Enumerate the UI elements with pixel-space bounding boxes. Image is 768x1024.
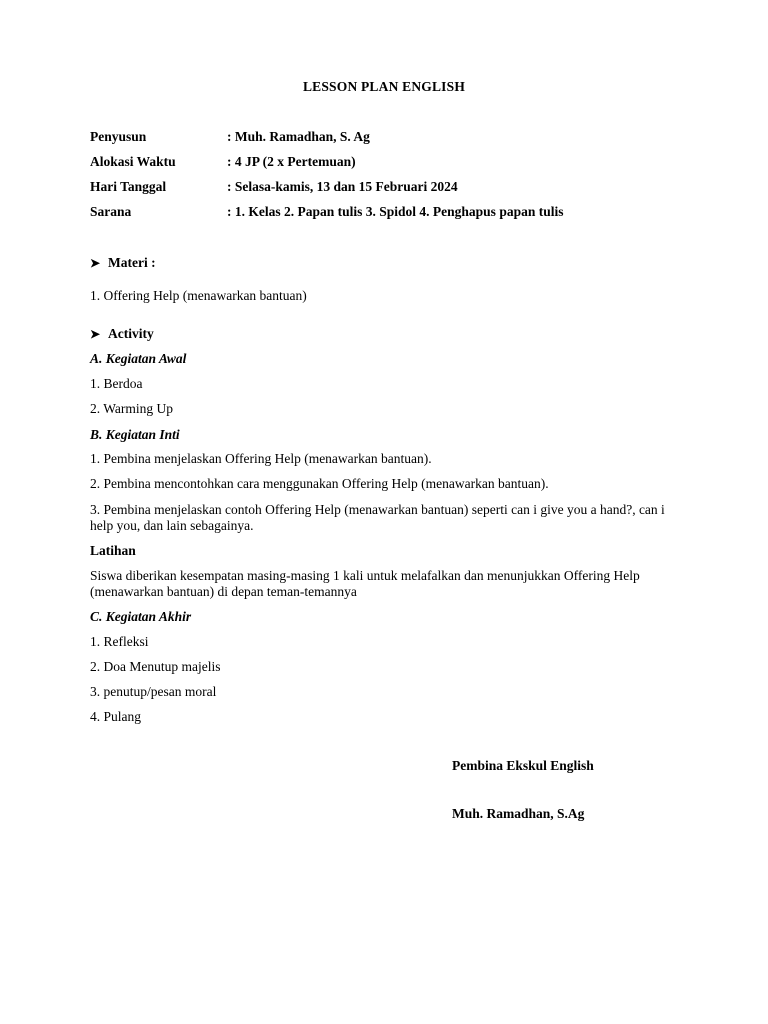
meta-row-alokasi-waktu xyxy=(90,153,356,171)
latihan-heading: Latihan xyxy=(90,543,136,558)
kegiatan-awal-heading: A. Kegiatan Awal xyxy=(90,351,187,366)
arrow-bullet-icon: ➤ xyxy=(90,256,101,270)
meta-row-sarana xyxy=(90,203,563,221)
meta-label: Sarana xyxy=(90,204,132,219)
meta-value: : 4 JP (2 x Pertemuan) xyxy=(227,154,356,169)
arrow-bullet-icon: ➤ xyxy=(90,327,101,341)
meta-label: Hari Tanggal xyxy=(90,179,167,194)
list-item: 1. Refleksi xyxy=(90,634,149,649)
meta-row-penyusun xyxy=(90,128,370,146)
kegiatan-inti-heading: B. Kegiatan Inti xyxy=(90,427,180,442)
list-item: 3. Pembina menjelaskan contoh Offering Help (menawarkan bantuan) seperti can i give you a hand?, can i help you, dan lain sebagainya. xyxy=(90,502,665,533)
meta-label: Penyusun xyxy=(90,129,147,144)
meta-row-hari-tanggal xyxy=(90,178,458,196)
kegiatan-akhir-heading: C. Kegiatan Akhir xyxy=(90,609,192,624)
list-item: 2. Doa Menutup majelis xyxy=(90,659,221,674)
signature-name: Muh. Ramadhan, S.Ag xyxy=(452,806,585,821)
meta-value: : Selasa-kamis, 13 dan 15 Februari 2024 xyxy=(227,179,458,194)
list-item: 2. Pembina mencontohkan cara menggunakan Offering Help (menawarkan bantuan). xyxy=(90,476,549,491)
meta-value: : 1. Kelas 2. Papan tulis 3. Spidol 4. Penghapus papan tulis xyxy=(227,204,564,219)
list-item: 1. Pembina menjelaskan Offering Help (menawarkan bantuan). xyxy=(90,451,432,466)
list-item: 2. Warming Up xyxy=(90,401,174,416)
latihan-text: Siswa diberikan kesempatan masing-masing 1 kali untuk melafalkan dan menunjukkan Offering Help (menawarkan bantuan) di depan teman-temannya xyxy=(90,568,640,599)
activity-heading-label: Activity xyxy=(108,326,154,341)
list-item: 4. Pulang xyxy=(90,709,142,724)
signature-role: Pembina Ekskul English xyxy=(452,758,594,773)
list-item: 1. Berdoa xyxy=(90,376,143,391)
activity-heading xyxy=(90,326,154,342)
meta-label: Alokasi Waktu xyxy=(90,154,176,169)
meta-value: : Muh. Ramadhan, S. Ag xyxy=(227,129,370,144)
materi-item: 1. Offering Help (menawarkan bantuan) xyxy=(90,288,307,303)
materi-heading xyxy=(90,255,156,271)
list-item: 3. penutup/pesan moral xyxy=(90,684,217,699)
materi-heading-label: Materi : xyxy=(108,255,156,270)
document-title: LESSON PLAN ENGLISH xyxy=(302,79,466,94)
